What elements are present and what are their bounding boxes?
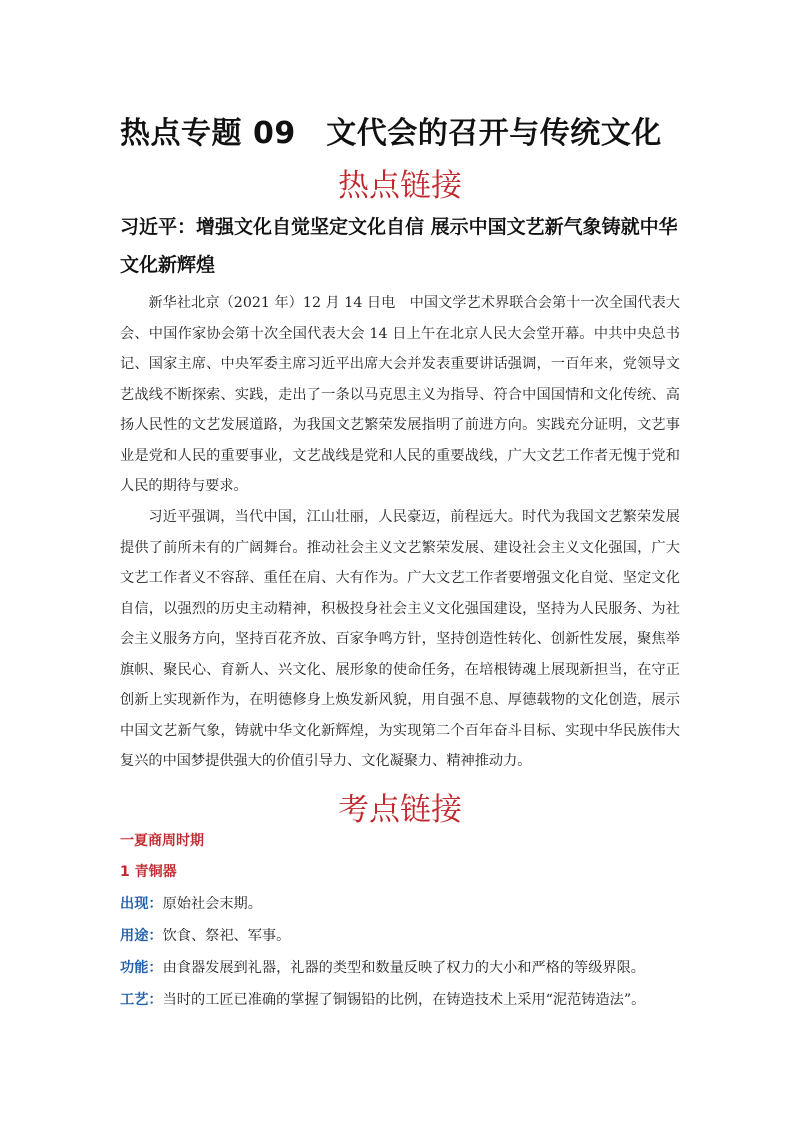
item-separator: ： — [148, 992, 163, 1008]
item-value: 原始社会末期。 — [162, 896, 262, 912]
article-headline: 习近平：增强文化自觉坚定文化自信 展示中国文艺新气象铸就中华文化新辉煌 — [120, 216, 678, 276]
list-item — [120, 989, 700, 1009]
subsection-heading: 1 青铜器 — [120, 864, 177, 880]
item-key: 工艺 — [120, 992, 149, 1008]
exam-link-heading: 考点链接 — [338, 792, 462, 828]
item-key: 出现 — [120, 896, 149, 912]
item-value: 当时的工匠已准确的掌握了铜锡铅的比例，在铸造技术上采用“泥范铸造法”。 — [162, 992, 646, 1008]
hot-link-heading: 热点链接 — [338, 168, 462, 204]
list-item — [120, 957, 700, 977]
page-title: 热点专题 09 文代会的召开与传统文化 — [120, 116, 662, 151]
item-separator: ： — [148, 928, 163, 944]
list-item — [120, 893, 700, 913]
article-paragraph-2: 习近平强调，当代中国，江山壮丽，人民豪迈，前程远大。时代为我国文艺繁荣发展提供了前所未有的广阔舞台。推动社会主义文艺繁荣发展、建设社会主义文化强国，广大文艺工作者义不容辞、重任在肩、大有作为。广大文艺工作者要增强文化自觉、坚定文化自信，以强烈的历史主动精神，积极投身社会主义文化强国建设，坚持为人民服务、为社会主义服务方向，坚持百花齐放、百家争鸣方针，坚持创造性转化、创新性发展，聚焦举旗帜、聚民心、育新人、兴文化、展形象的使命任务，在培根铸魂上展现新担当，在守正创新上实现新作为，在明德修身上焕发新风貌，用自强不息、厚德载物的文化创造，展示中国文艺新气象，铸就中华文化新辉煌，为实现第二个百年奋斗目标、实现中华民族伟大复兴的中国梦提供强大的价值引导力、文化凝聚力、精神推动力。 — [120, 509, 680, 769]
item-separator: ： — [148, 896, 163, 912]
item-value: 饮食、祭祀、军事。 — [162, 928, 291, 944]
section-heading: 一夏商周时期 — [120, 833, 204, 849]
item-key: 用途 — [120, 928, 149, 944]
item-separator: ： — [148, 960, 163, 976]
item-key: 功能 — [120, 960, 149, 976]
list-item — [120, 925, 700, 945]
item-value: 由食器发展到礼器，礼器的类型和数量反映了权力的大小和严格的等级界限。 — [162, 960, 645, 976]
article-paragraph-1: 新华社北京（2021 年）12 月 14 日电 中国文学艺术界联合会第十一次全国代表大会、中国作家协会第十次全国代表大会 14 日上午在北京人民大会堂开幕。中共中央总书记、国家主席、中央军委主席习近平出席大会并发表重要讲话强调，一百年来，党领导文艺战线不断探索、实践，走出了一条以马克思主义为指导、符合中国国情和文化传统、高扬人民性的文艺发展道路，为我国文艺繁荣发展指明了前进方向。实践充分证明，文艺事业是党和人民的重要事业，文艺战线是党和人民的重要战线，广大文艺工作者无愧于党和人民的期待与要求。 — [120, 295, 680, 494]
